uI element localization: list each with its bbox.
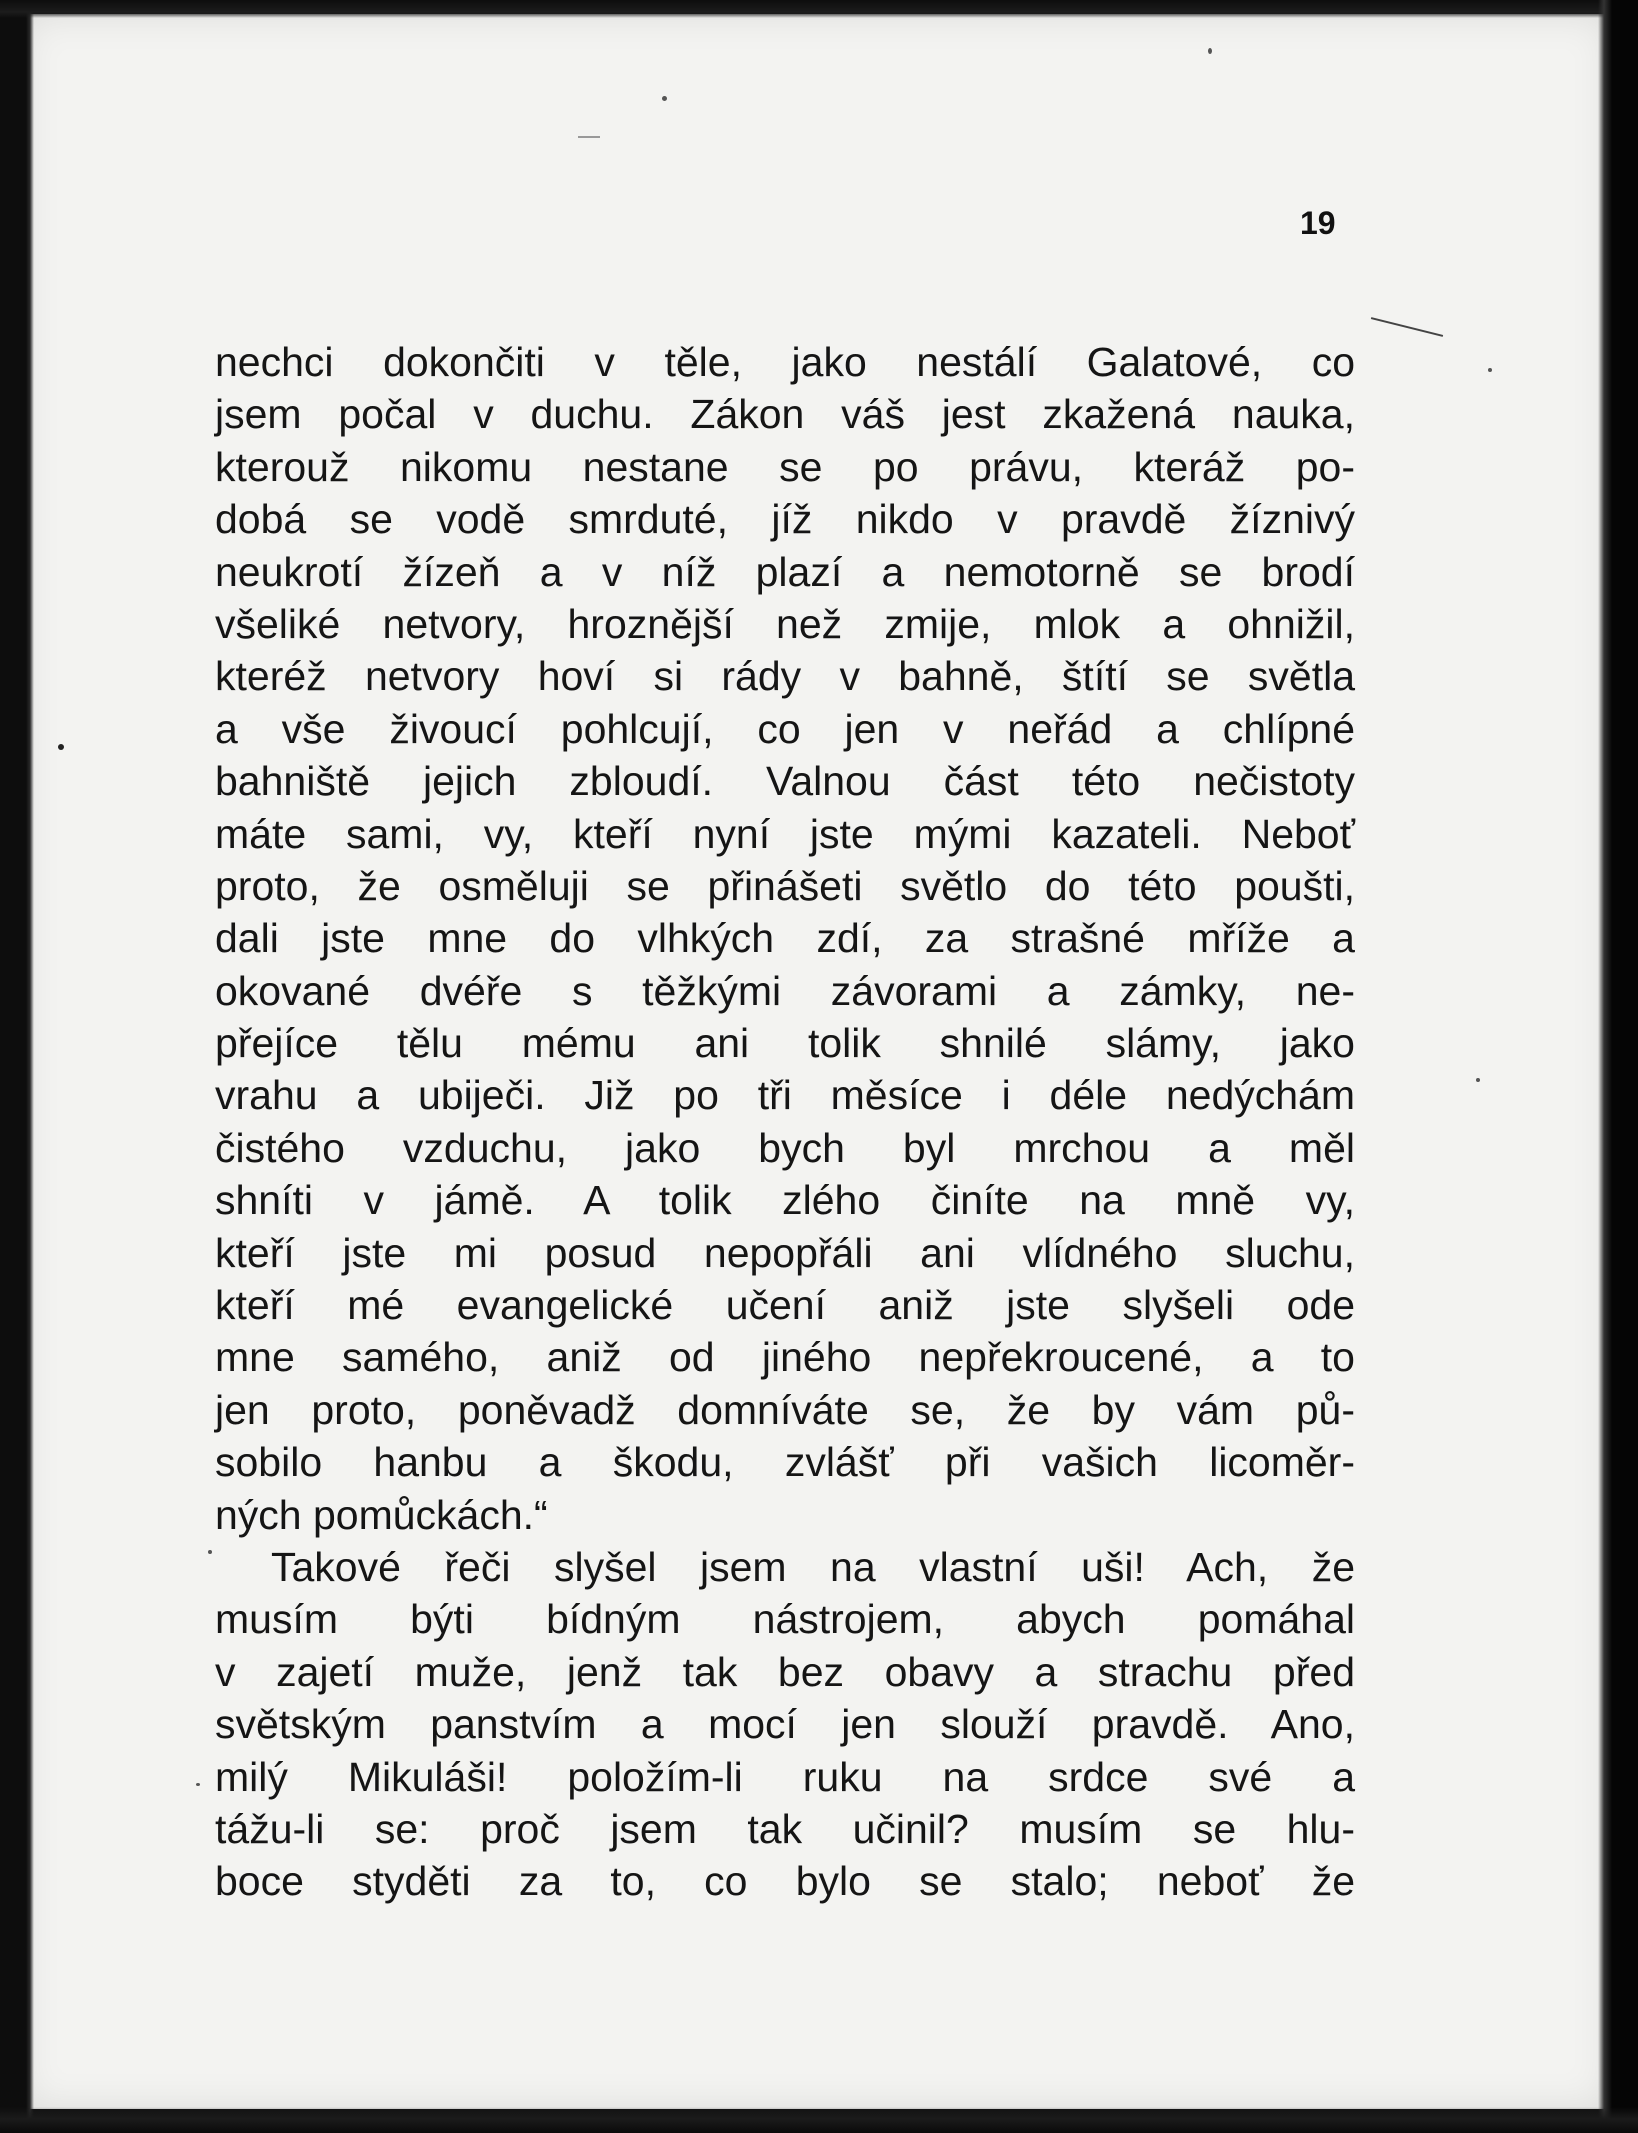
text-line: kterouž nikomu nestane se po právu, kteráž po- xyxy=(215,443,1355,490)
text-line: mne samého, aniž od jiného nepřekroucené, a to xyxy=(215,1334,1355,1381)
text-line: sobilo hanbu a škodu, zvlášť při vašich licoměr- xyxy=(215,1439,1355,1486)
text-line: bahniště jejich zbloudí. Valnou část této nečistoty xyxy=(215,758,1355,805)
text-line: proto, že osměluji se přinášeti světlo do této poušti, xyxy=(215,862,1355,909)
text-line: Takové řeči slyšel jsem na vlastní uši! Ach, že xyxy=(271,1543,1355,1590)
scan-speck xyxy=(58,744,64,750)
text-line: kteří jste mi posud nepopřáli ani vlídného sluchu, xyxy=(215,1229,1355,1276)
text-line: světským panstvím a mocí jen slouží pravdě. Ano, xyxy=(215,1701,1355,1748)
text-line: čistého vzduchu, jako bych byl mrchou a měl xyxy=(215,1124,1355,1171)
text-line: dali jste mne do vlhkých zdí, za strašné mříže a xyxy=(215,915,1355,962)
right-edge-shadow xyxy=(1598,0,1638,2133)
text-line: musím býti bídným nástrojem, abych pomáhal xyxy=(215,1596,1355,1643)
text-line: kteréž netvory hoví si rády v bahně, štítí se světla xyxy=(215,653,1355,700)
scan-speck xyxy=(208,1550,212,1554)
text-line: kteří mé evangelické učení aniž jste slyšeli ode xyxy=(215,1282,1355,1329)
text-line: boce styděti za to, co bylo se stalo; neboť že xyxy=(215,1858,1355,1905)
scan-speck xyxy=(196,1783,200,1786)
page-number: 19 xyxy=(1300,205,1336,241)
text-line: ných pomůckách.“ xyxy=(215,1491,548,1538)
top-edge-shadow xyxy=(0,0,1638,18)
left-binding-shadow xyxy=(0,0,34,2133)
scan-speck xyxy=(662,96,667,101)
text-line: jen proto, poněvadž domníváte se, že by vám pů- xyxy=(215,1386,1355,1433)
text-line: v zajetí muže, jenž tak bez obavy a strachu před xyxy=(215,1648,1355,1695)
text-line: tážu-li se: proč jsem tak učinil? musím se hlu- xyxy=(215,1805,1355,1852)
text-line: neukrotí žízeň a v níž plazí a nemotorně se brodí xyxy=(215,548,1355,595)
scan-speck xyxy=(1208,48,1212,54)
body-text xyxy=(215,336,1355,1908)
text-line: shníti v jámě. A tolik zlého činíte na mně vy, xyxy=(215,1177,1355,1224)
text-line: nechci dokončiti v těle, jako nestálí Galatové, co xyxy=(215,339,1355,385)
text-line: dobá se vodě smrduté, jíž nikdo v pravdě žíznivý xyxy=(215,496,1355,543)
scan-scratch xyxy=(578,136,600,138)
scan-speck xyxy=(1476,1078,1480,1082)
text-line: a vše živoucí pohlcují, co jen v neřád a chlípné xyxy=(215,705,1355,752)
scan-speck xyxy=(1488,368,1492,372)
text-line: všeliké netvory, hroznější než zmije, mlok a ohnižil, xyxy=(215,600,1355,647)
text-line: okované dvéře s těžkými závorami a zámky, ne- xyxy=(215,967,1355,1014)
bottom-edge-shadow xyxy=(0,2107,1638,2133)
text-line: přejíce tělu mému ani tolik shnilé slámy, jako xyxy=(215,1020,1355,1067)
text-line: vrahu a ubiječi. Již po tři měsíce i déle nedýchám xyxy=(215,1072,1355,1119)
text-line: máte sami, vy, kteří nyní jste mými kazateli. Neboť xyxy=(215,810,1355,857)
text-line: jsem počal v duchu. Zákon váš jest zkažená nauka, xyxy=(215,391,1355,438)
text-line: milý Mikuláši! položím-li ruku na srdce své a xyxy=(215,1753,1355,1800)
